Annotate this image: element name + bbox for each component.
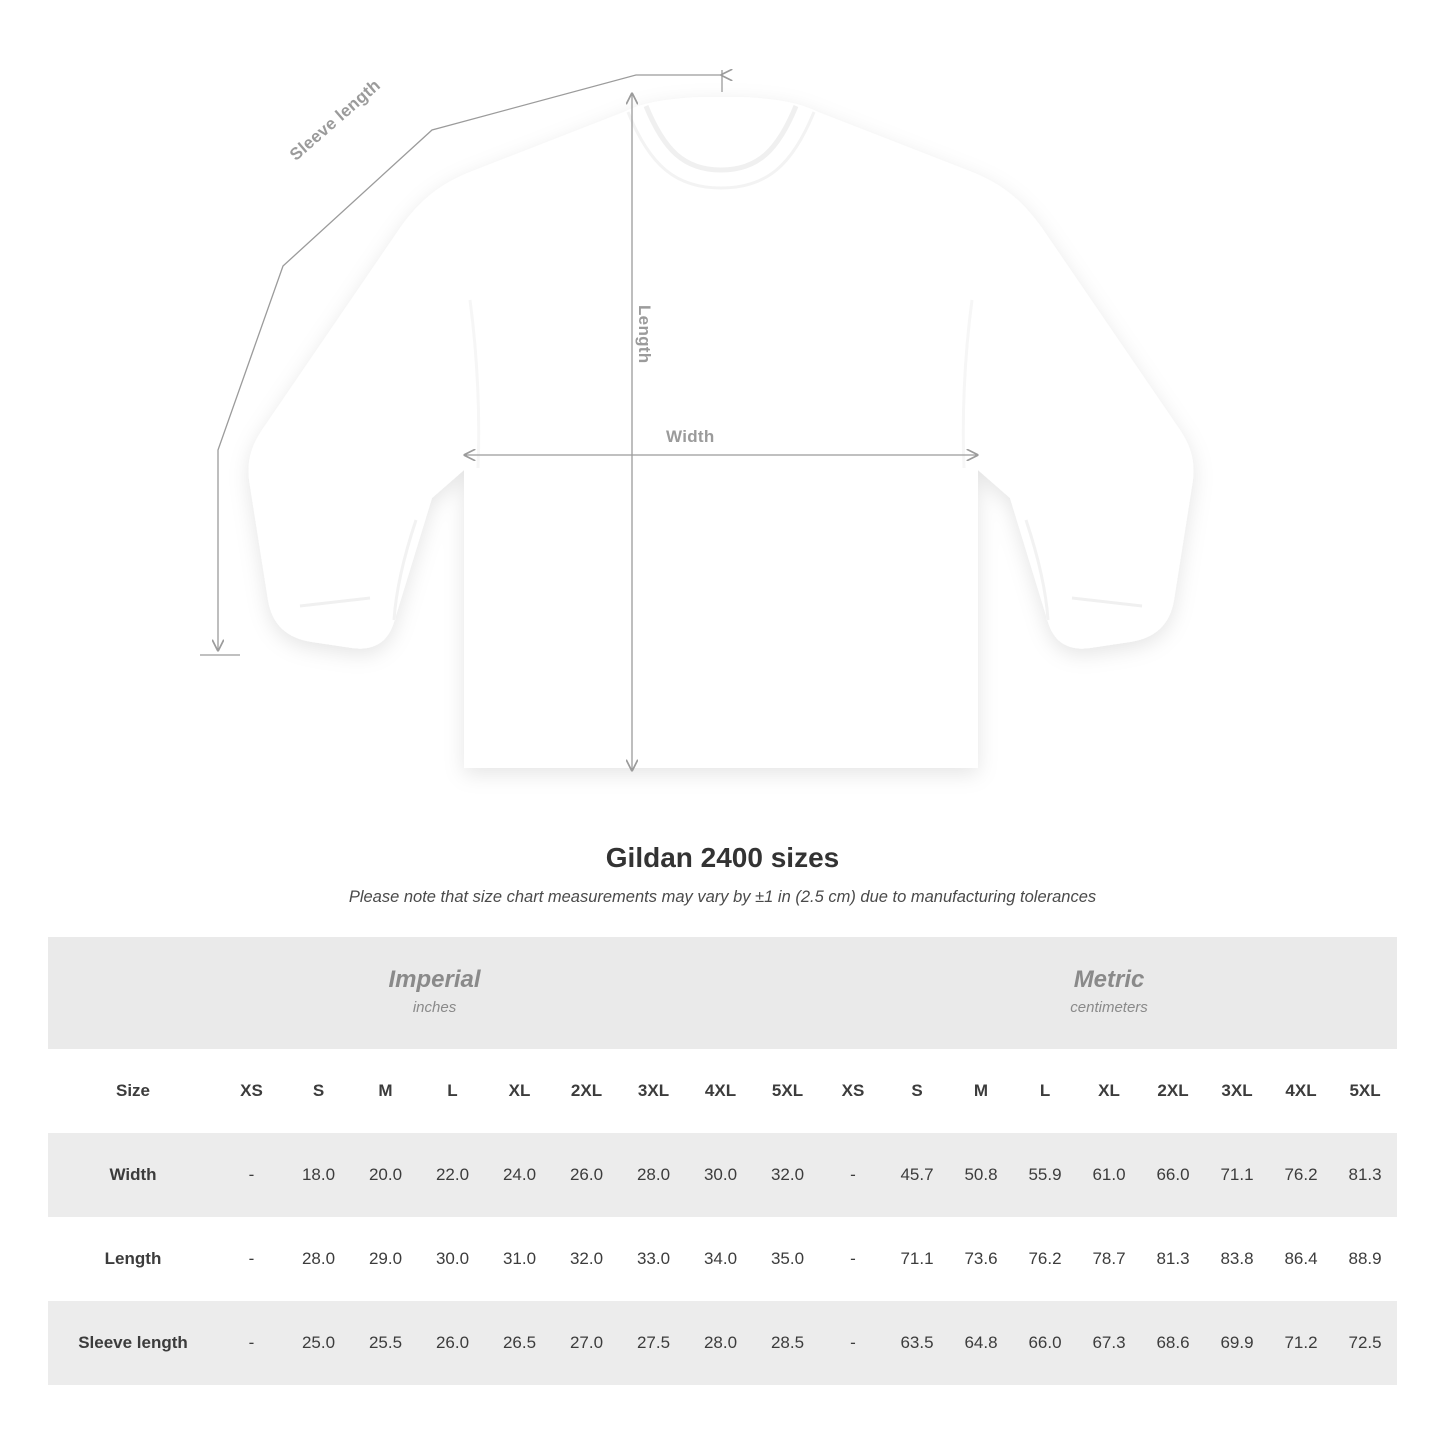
cell-sleeve-metric-xs: - — [821, 1301, 885, 1385]
cell-sleeve-imperial-s: 25.0 — [285, 1301, 352, 1385]
cell-sleeve-metric-5xl: 72.5 — [1333, 1301, 1397, 1385]
cell-sleeve-imperial-m: 25.5 — [352, 1301, 419, 1385]
col-header-imperial-m: M — [352, 1049, 419, 1133]
cell-width-imperial-3xl: 28.0 — [620, 1133, 687, 1217]
size-chart-table — [48, 937, 1397, 1385]
cell-width-metric-3xl: 71.1 — [1205, 1133, 1269, 1217]
cell-length-metric-s: 71.1 — [885, 1217, 949, 1301]
col-header-imperial-2xl: 2XL — [553, 1049, 620, 1133]
col-header-metric-3xl: 3XL — [1205, 1049, 1269, 1133]
col-header-imperial-s: S — [285, 1049, 352, 1133]
cell-width-imperial-l: 22.0 — [419, 1133, 486, 1217]
imperial-unit-cell — [48, 937, 821, 1049]
cell-width-metric-2xl: 66.0 — [1141, 1133, 1205, 1217]
cell-sleeve-imperial-xs: - — [218, 1301, 285, 1385]
cell-width-metric-4xl: 76.2 — [1269, 1133, 1333, 1217]
cell-width-metric-l: 55.9 — [1013, 1133, 1077, 1217]
cell-length-metric-m: 73.6 — [949, 1217, 1013, 1301]
size-chart-table-wrap — [48, 937, 1397, 1385]
size-header-row — [48, 1049, 1397, 1133]
cell-length-imperial-l: 30.0 — [419, 1217, 486, 1301]
cell-sleeve-metric-2xl: 68.6 — [1141, 1301, 1205, 1385]
cell-length-imperial-s: 28.0 — [285, 1217, 352, 1301]
col-header-metric-m: M — [949, 1049, 1013, 1133]
cell-length-imperial-xs: - — [218, 1217, 285, 1301]
length-label: Length — [635, 305, 654, 364]
metric-unit-cell — [821, 937, 1397, 1049]
cell-length-metric-5xl: 88.9 — [1333, 1217, 1397, 1301]
width-label: Width — [666, 427, 715, 446]
sleeve-length-label: Sleeve length — [286, 75, 385, 165]
imperial-unit-sub: inches — [412, 999, 457, 1017]
cell-length-imperial-xl: 31.0 — [486, 1217, 553, 1301]
shirt-shape — [249, 97, 1194, 768]
col-header-imperial-xl: XL — [486, 1049, 553, 1133]
cell-width-imperial-xl: 24.0 — [486, 1133, 553, 1217]
page-title: Gildan 2400 sizes — [605, 842, 840, 873]
cell-sleeve-imperial-5xl: 28.5 — [754, 1301, 821, 1385]
cell-length-imperial-m: 29.0 — [352, 1217, 419, 1301]
chart-title-block — [0, 842, 1445, 907]
imperial-unit-name: Imperial — [388, 966, 481, 994]
cell-sleeve-imperial-2xl: 27.0 — [553, 1301, 620, 1385]
cell-width-metric-s: 45.7 — [885, 1133, 949, 1217]
cell-sleeve-metric-3xl: 69.9 — [1205, 1301, 1269, 1385]
cell-width-imperial-xs: - — [218, 1133, 285, 1217]
cell-sleeve-metric-m: 64.8 — [949, 1301, 1013, 1385]
tolerance-note: Please note that size chart measurements may vary by ±1 in (2.5 cm) due to manufacturing tolerances — [348, 888, 1097, 906]
cell-width-imperial-4xl: 30.0 — [687, 1133, 754, 1217]
cell-length-metric-3xl: 83.8 — [1205, 1217, 1269, 1301]
col-header-metric-5xl: 5XL — [1333, 1049, 1397, 1133]
metric-unit-sub: centimeters — [1070, 999, 1148, 1017]
cell-sleeve-metric-xl: 67.3 — [1077, 1301, 1141, 1385]
cell-sleeve-imperial-l: 26.0 — [419, 1301, 486, 1385]
cell-length-metric-xl: 78.7 — [1077, 1217, 1141, 1301]
cell-length-imperial-5xl: 35.0 — [754, 1217, 821, 1301]
table-row — [48, 1301, 1397, 1385]
row-label-length: Length — [48, 1217, 218, 1301]
row-label-width: Width — [48, 1133, 218, 1217]
col-header-metric-l: L — [1013, 1049, 1077, 1133]
cell-sleeve-imperial-3xl: 27.5 — [620, 1301, 687, 1385]
col-header-metric-xs: XS — [821, 1049, 885, 1133]
cell-width-metric-m: 50.8 — [949, 1133, 1013, 1217]
table-row — [48, 1133, 1397, 1217]
col-header-metric-xl: XL — [1077, 1049, 1141, 1133]
col-header-imperial-l: L — [419, 1049, 486, 1133]
table-row — [48, 1217, 1397, 1301]
col-header-imperial-3xl: 3XL — [620, 1049, 687, 1133]
col-header-imperial-xs: XS — [218, 1049, 285, 1133]
cell-width-metric-xl: 61.0 — [1077, 1133, 1141, 1217]
cell-sleeve-imperial-4xl: 28.0 — [687, 1301, 754, 1385]
cell-sleeve-metric-4xl: 71.2 — [1269, 1301, 1333, 1385]
cell-length-metric-2xl: 81.3 — [1141, 1217, 1205, 1301]
cell-sleeve-metric-l: 66.0 — [1013, 1301, 1077, 1385]
row-label-sleeve-length: Sleeve length — [48, 1301, 218, 1385]
cell-sleeve-imperial-xl: 26.5 — [486, 1301, 553, 1385]
units-header-row — [48, 937, 1397, 1049]
cell-length-imperial-2xl: 32.0 — [553, 1217, 620, 1301]
col-header-metric-4xl: 4XL — [1269, 1049, 1333, 1133]
row-header-size: Size — [48, 1049, 218, 1133]
cell-width-imperial-2xl: 26.0 — [553, 1133, 620, 1217]
cell-length-imperial-4xl: 34.0 — [687, 1217, 754, 1301]
col-header-metric-2xl: 2XL — [1141, 1049, 1205, 1133]
cell-length-metric-l: 76.2 — [1013, 1217, 1077, 1301]
col-header-imperial-4xl: 4XL — [687, 1049, 754, 1133]
cell-length-metric-4xl: 86.4 — [1269, 1217, 1333, 1301]
col-header-metric-s: S — [885, 1049, 949, 1133]
cell-width-imperial-s: 18.0 — [285, 1133, 352, 1217]
cell-length-imperial-3xl: 33.0 — [620, 1217, 687, 1301]
cell-length-metric-xs: - — [821, 1217, 885, 1301]
cell-width-imperial-5xl: 32.0 — [754, 1133, 821, 1217]
col-header-imperial-5xl: 5XL — [754, 1049, 821, 1133]
metric-unit-name: Metric — [1073, 966, 1145, 994]
cell-width-imperial-m: 20.0 — [352, 1133, 419, 1217]
cell-width-metric-xs: - — [821, 1133, 885, 1217]
cell-sleeve-metric-s: 63.5 — [885, 1301, 949, 1385]
cell-width-metric-5xl: 81.3 — [1333, 1133, 1397, 1217]
